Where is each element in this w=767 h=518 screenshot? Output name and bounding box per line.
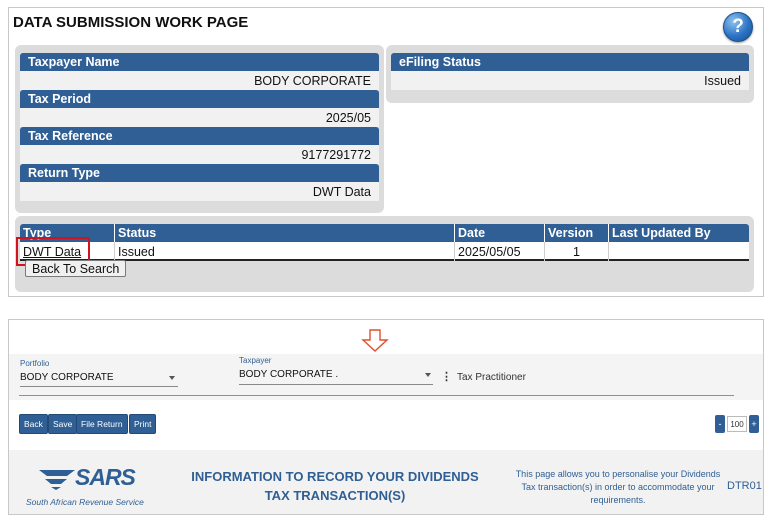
taxpayer-name-header: Taxpayer Name [20,53,379,71]
print-button[interactable]: Print [129,414,156,434]
submission-table [20,224,749,261]
portfolio-label: Portfolio [20,359,50,368]
tax-period-header: Tax Period [20,90,379,108]
table-header-row [20,224,749,242]
col-date: Date [455,224,545,242]
zoom-minus-button[interactable]: - [715,415,725,433]
return-type-header: Return Type [20,164,379,182]
page-title: DATA SUBMISSION WORK PAGE [13,14,249,31]
sars-logo-icon [37,468,77,490]
back-button[interactable]: Back [19,414,48,434]
zoom-input[interactable]: 100 [727,416,747,432]
row-last-updated-by [609,242,749,261]
taxpayer-details-box [15,45,384,213]
back-to-search-button[interactable]: Back To Search [25,260,126,277]
sars-subtitle: South African Revenue Service [26,497,144,507]
col-type: Type [20,224,115,242]
sars-logo-text: SARS [75,464,135,490]
portfolio-caret-icon[interactable] [169,376,175,380]
efiling-status-value: Issued [391,71,749,90]
form-heading-line1: INFORMATION TO RECORD YOUR DIVIDENDS [191,469,479,484]
form-heading-line2: TAX TRANSACTION(S) [264,488,406,503]
taxpayer-caret-icon[interactable] [425,373,431,377]
form-description-line2: Tax transaction(s) in order to accommodate your [521,482,715,492]
dividends-form-panel [8,319,764,515]
portfolio-underline [20,386,178,387]
form-description-line3: requirements. [590,495,646,505]
row-version: 1 [545,242,609,261]
col-version: Version [545,224,609,242]
arrow-down-icon [361,329,389,353]
form-title-band [9,450,763,514]
row-date: 2025/05/05 [455,242,545,261]
portfolio-select[interactable]: BODY CORPORATE [20,372,114,383]
form-code: DTR01 [727,480,762,492]
tax-practitioner-label: Tax Practitioner [457,372,526,383]
work-page-panel [8,7,764,297]
row-type-link[interactable]: DWT Data [20,242,115,261]
form-description-line1: This page allows you to personalise your Dividends [515,469,721,479]
save-button[interactable]: Save [48,414,77,434]
table-row [20,242,749,261]
efiling-status-header: eFiling Status [391,53,749,71]
zoom-plus-button[interactable]: + [749,415,759,433]
file-return-button[interactable]: File Return [76,414,128,434]
tax-reference-header: Tax Reference [20,127,379,145]
more-options-icon[interactable]: ⋮ [441,371,452,383]
col-status: Status [115,224,455,242]
row-status: Issued [115,242,455,261]
taxpayer-name-value: BODY CORPORATE [20,71,379,90]
taxpayer-label: Taxpayer [239,356,272,365]
form-header-area [9,354,763,400]
efiling-status-box [386,45,754,103]
help-icon[interactable]: ? [723,12,753,42]
col-last-updated-by: Last Updated By [612,226,711,240]
return-type-value: DWT Data [20,182,379,201]
submission-table-box [15,216,754,292]
tax-reference-value: 9177291772 [20,145,379,164]
tax-period-value: 2025/05 [20,108,379,127]
taxpayer-select[interactable]: BODY CORPORATE . [239,369,339,380]
taxpayer-underline [239,384,433,385]
form-header-divider [19,395,734,396]
